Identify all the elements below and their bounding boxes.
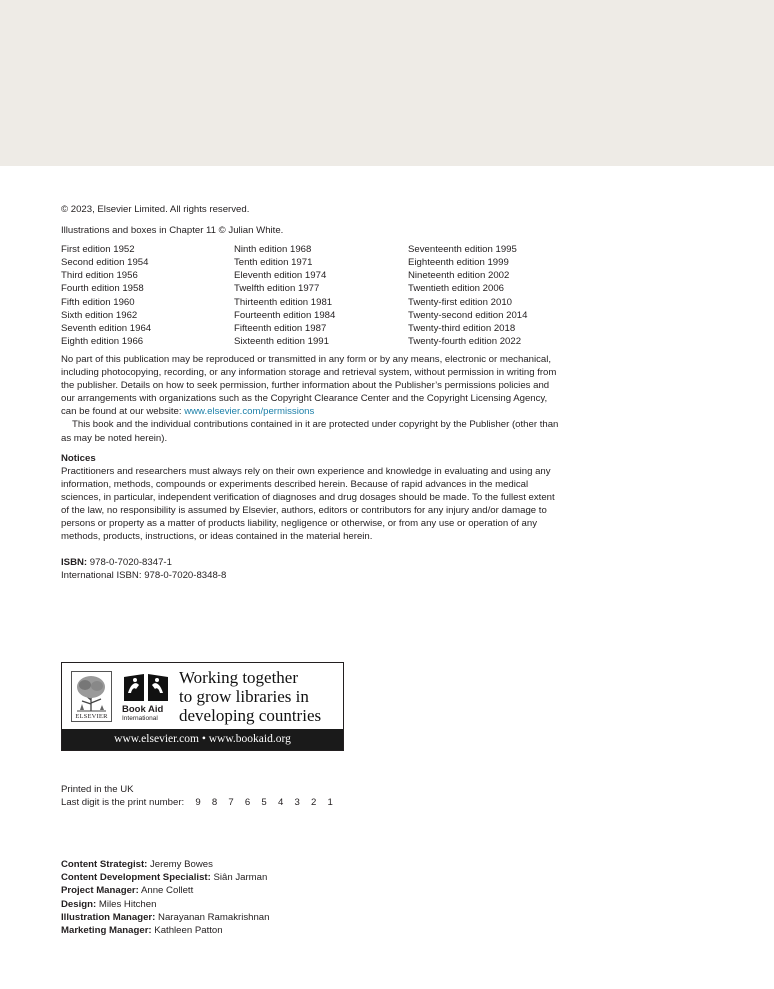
credit-line [61,884,269,897]
print-digits [184,797,333,808]
rights-line: No part of this publication may be reproduced or transmitted in any form or by any means, electronic or mechanical, [61,353,552,365]
credit-line [61,924,269,937]
credit-name: Anne Collett [138,885,194,897]
credit-line [61,871,269,884]
isbn-label: ISBN: [61,557,88,569]
edition-item: Third edition 1956 [61,270,138,282]
credit-role: Marketing Manager: [61,925,152,937]
print-info [61,783,333,809]
edition-item: Seventeenth edition 1995 [408,244,517,256]
edition-item: Sixteenth edition 1991 [234,335,329,347]
edition-item: Seventh edition 1964 [61,322,152,334]
notices-line: sciences, in particular, independent verification of diagnoses and drug dosages should be made. To the fullest extent [61,491,555,503]
credit-line [61,858,269,871]
edition-item: Eighth edition 1966 [61,335,144,347]
edition-item: Twenty-first edition 2010 [408,296,512,308]
isbn-value: 978-0-7020-8347-1 [87,557,172,569]
notices-line: persons or property as a matter of products liability, negligence or otherwise, or from any use or operation of any [61,518,538,530]
edition-item: Nineteenth edition 2002 [408,270,510,282]
notices-section [61,452,581,544]
edition-column-1 [61,243,234,348]
notices-line: information, methods, compounds or experiments described herein. Because of rapid advances in the medical [61,478,529,490]
edition-item: Thirteenth edition 1981 [234,296,333,308]
isbn-block [61,556,581,582]
print-digit: 4 [277,797,284,809]
credit-name: Narayanan Ramakrishnan [155,911,270,923]
print-digit: 7 [228,797,234,809]
permissions-link[interactable]: www.elsevier.com/permissions [184,406,315,418]
book-aid-banner [61,662,344,751]
credit-role: Content Strategist: [61,859,148,870]
header-band [0,0,774,166]
last-digit-label: Last digit is the print number: [61,797,185,809]
notices-line: of the law, no responsibility is assumed by Elsevier, authors, editors or contributors for any injury and/or damage to [61,504,547,516]
printed-in: Printed in the UK [61,784,134,795]
edition-item: Twenty-third edition 2018 [408,322,516,334]
open-book-hands-icon [122,671,170,703]
book-aid-subtitle: International [122,715,158,722]
edition-item: Fifth edition 1960 [61,296,135,308]
production-credits [61,858,269,937]
edition-history [61,243,581,348]
edition-item: Ninth edition 1968 [234,244,312,256]
isbn-line [61,556,581,569]
notices-line: methods, products, instructions, or ideas contained in the material herein. [61,531,373,543]
edition-item: Eleventh edition 1974 [234,270,327,282]
print-digit: 1 [327,797,333,809]
rights-website-line [61,405,581,418]
rights-line: our arrangements with organizations such as the Copyright Clearance Center and the Copyright Licensing Agency, [61,393,548,405]
tagline-line: Working together [179,668,299,687]
notices-line: Practitioners and researchers must always rely on their own experience and knowledge in evaluating and using any [61,465,551,477]
edition-item: Twentieth edition 2006 [408,283,505,295]
banner-tagline [179,668,344,725]
protection-line: as may be noted herein). [61,432,168,444]
edition-item: Twelfth edition 1977 [234,283,320,295]
edition-item: First edition 1952 [61,244,135,256]
elsevier-tree-icon [74,674,109,712]
rights-paragraph [61,353,581,445]
banner-websites[interactable]: www.elsevier.com • www.bookaid.org [62,729,343,750]
credit-name: Miles Hitchen [96,898,157,910]
edition-item: Eighteenth edition 1999 [408,257,509,269]
book-aid-logo [122,671,172,723]
protection-line: This book and the individual contributions contained in it are protected under copyright by the Publisher (other than [72,419,559,431]
copyright-block [61,203,581,582]
credit-name: Jeremy Bowes [147,859,213,870]
tagline-line: to grow libraries in [179,687,309,706]
credit-role: Design: [61,898,97,910]
rights-line: including photocopying, recording, or any information storage and retrieval system, without permission in writing from [61,367,557,379]
credit-role: Project Manager: [61,885,139,897]
print-digit: 2 [310,797,317,809]
edition-item: Twenty-fourth edition 2022 [408,335,522,347]
tagline-line: developing countries [179,706,322,725]
print-digit: 5 [261,797,267,809]
credit-role: Illustration Manager: [61,911,156,923]
print-digit: 3 [294,797,300,809]
print-digit: 6 [244,797,251,809]
print-digit: 8 [211,797,218,809]
edition-column-2 [234,243,408,348]
rights-line: the publisher. Details on how to seek permission, further information about the Publisher’s permissions policies and [61,380,550,392]
edition-item: Tenth edition 1971 [234,257,313,269]
international-isbn: International ISBN: 978-0-7020-8348-8 [61,570,227,582]
print-number-line [61,796,333,809]
credit-name: Kathleen Patton [151,925,223,937]
edition-item: Sixth edition 1962 [61,309,138,321]
elsevier-wordmark: ELSEVIER [75,713,108,720]
edition-item: Fifteenth edition 1987 [234,322,327,334]
elsevier-logo [71,671,112,722]
credit-role: Content Development Specialist: [61,872,211,884]
edition-item: Second edition 1954 [61,257,149,269]
edition-column-3 [408,243,581,348]
edition-item: Twenty-second edition 2014 [408,309,528,321]
website-prefix: can be found at our website: [61,406,185,418]
edition-item: Fourth edition 1958 [61,283,144,295]
illustrations-note: Illustrations and boxes in Chapter 11 © Julian White. [61,225,284,237]
credit-name: Siân Jarman [210,872,268,884]
edition-item: Fourteenth edition 1984 [234,309,336,321]
notices-heading: Notices [61,452,96,464]
copyright-line: © 2023, Elsevier Limited. All rights reserved. [61,204,250,215]
book-aid-name: Book Aid [122,704,164,715]
print-digit: 9 [195,797,201,809]
credit-line [61,898,269,911]
credit-line [61,911,269,924]
